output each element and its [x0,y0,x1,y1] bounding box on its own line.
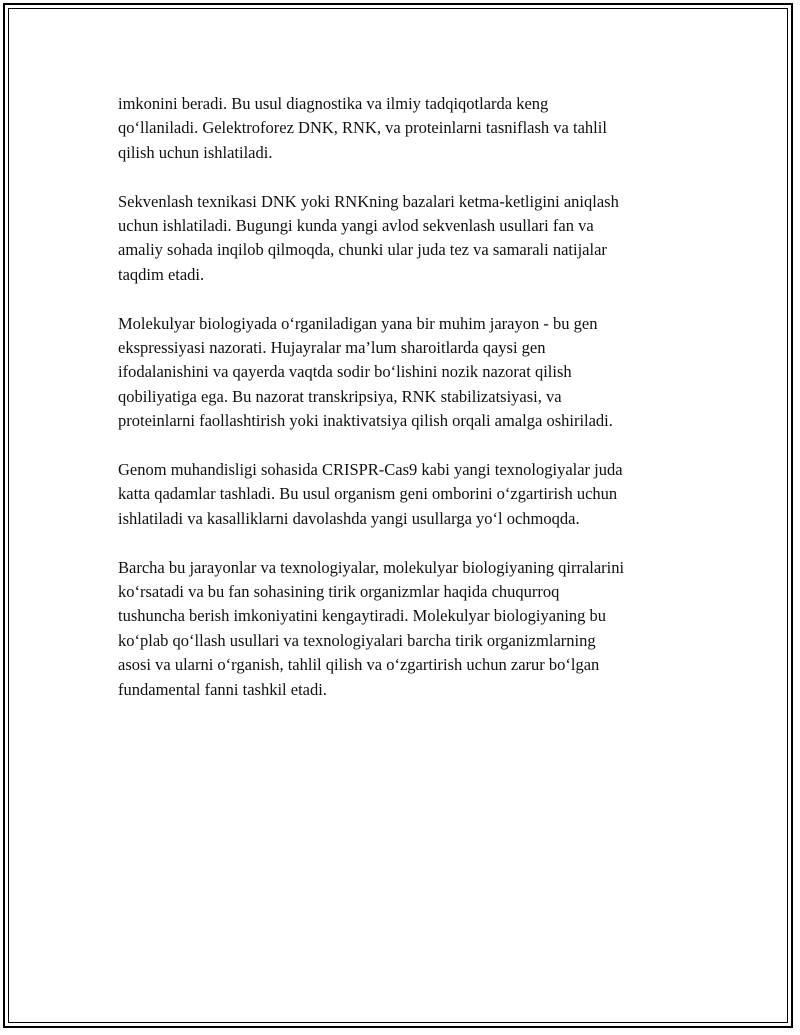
paragraph-sequencing: Sekvenlash texnikasi DNK yoki RNKning bazalari ketma-ketligini aniqlash uchun ishlatiladi. Bugungi kunda yangi avlod sekvenlash usullari fan va amaliy sohada inqilob qilmoqda, chunki ular juda tez va samarali natijalar taqdim etadi. [118,191,619,284]
paragraph-genome-engineering: Genom muhandisligi sohasida CRISPR-Cas9 kabi yangi texnologiyalar juda katta qadamlar tashladi. Bu usul organism geni omborini o‘zgartirish uchun ishlatiladi va kasalliklarni davolashda yangi usullarga yo‘l ochmoqda. [118,460,623,528]
paragraph-conclusion: Barcha bu jarayonlar va texnologiyalar, molekulyar biologiyaning qirralarini ko‘rsatadi va bu fan sohasining tirik organizmlar haqida chuqurroq tushuncha berish imkoniyatini kengaytiradi. Molekulyar biologiyaning bu ko‘plab qo‘llash usullari va texnologiyalari barcha tirik organizmlarning asosi va ularni o‘rganish, tahlil qilish va o‘zgartirish uchun zarur bo‘lgan fundamental fanni tashkil etadi. [118,557,625,699]
paragraph-electrophoresis: imkonini beradi. Bu usul diagnostika va ilmiy tadqiqotlarda keng qo‘llaniladi. Gelektroforez DNK, RNK, va proteinlarni tasniflash va tahlil qilish uchun ishlatiladi. [118,94,607,162]
document-body [118,92,698,726]
paragraph-gene-expression: Molekulyar biologiyada o‘rganiladigan yana bir muhim jarayon - bu gen ekspressiyasi nazorati. Hujayralar ma’lum sharoitlarda qaysi gen ifodalanishini va qayerda vaqtda sodir bo‘lishini nozik nazorat qilish qobiliyatiga ega. Bu nazorat transkripsiya, RNK stabilizatsiyasi, va proteinlarni faollashtirish yoki inaktivatsiya qilish orqali amalga oshiriladi. [118,313,613,431]
